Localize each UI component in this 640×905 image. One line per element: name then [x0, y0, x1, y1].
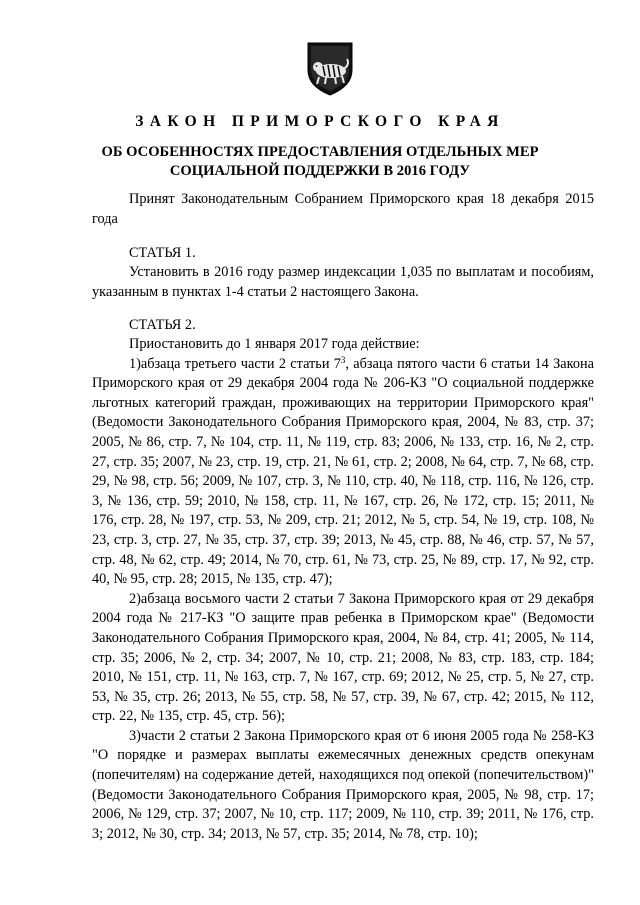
article-2-heading: [92, 316, 594, 336]
article-intro: Приостановить до 1 января 2017 года действие:: [129, 336, 420, 352]
law-title: ЗАКОН ПРИМОРСКОГО КРАЯ: [135, 113, 505, 130]
superscript: 3: [340, 354, 346, 365]
article-heading: СТАТЬЯ 2.: [129, 317, 196, 333]
list-item-text: , абзаца пятого части 6 статьи 14 Закона Приморского края от 29 декабря 2004 года № 206-КЗ "О социальной поддержке льготных категорий граждан, проживающих на территории Приморского края" (Ведомости Законодательного Собрания Приморского края, 2004, № 83, стр. 37; 2005, № 86, стр. 7, № 104, стр. 11, № 119, стр. 83; 2006, № 133, стр. 16, № 2, стр. 27, стр. 35; 2007, № 23, стр. 19, стр. 21, № 61, стр. 2; 2008, № 64, стр. 7, № 68, стр. 29, № 98, стр. 56; 2009, № 107, стр. 3, № 110, стр. 40, № 118, стр. 116, № 126, стр. 3, № 136, стр. 59; 2010, № 158, стр. 11, № 167, стр. 26, № 172, стр. 15; 2011, № 176, стр. 28, № 197, стр. 53, № 209, стр. 21; 2012, № 5, стр. 54, № 19, стр. 108, № 23, стр. 3, стр. 27, № 35, стр. 37, стр. 39; 2013, № 45, стр. 88, № 46, стр. 57, № 57, стр. 48, № 62, стр. 49; 2014, № 70, стр. 61, № 73, стр. 25, № 89, стр. 17, № 92, стр. 40, № 95, стр. 28; 2015, № 135, стр. 47);: [92, 355, 594, 588]
article-paragraph: Установить в 2016 году размер индексации 1,035 по выплатам и пособиям, указанным в пунктах 1-4 статьи 2 настоящего Закона.: [92, 264, 594, 300]
primorsky-tiger-emblem-icon: [304, 40, 356, 96]
adoption-note: [92, 190, 594, 229]
list-item-text: 1)абзаца третьего части 2 статьи 7: [129, 355, 341, 372]
list-item: 2)абзаца восьмого части 2 статьи 7 Закона Приморского края от 29 декабря 2004 года № 217-КЗ "О защите прав ребенка в Приморском крае" (Ведомости Законодательного Собрания Приморского края, 2004, № 84, стр. 41; 2005, № 114, стр. 35; 2006, № 2, стр. 34; 2007, № 10, стр. 21; 2008, № 83, стр. 183, стр. 184; 2010, № 151, стр. 11, № 163, стр. 7, № 167, стр. 69; 2012, № 25, стр. 5, № 27, стр. 53, № 35, стр. 26; 2013, № 55, стр. 58, № 57, стр. 39, № 67, стр. 42; 2015, № 112, стр. 22, № 135, стр. 45, стр. 56);: [92, 590, 594, 725]
article-heading: СТАТЬЯ 1.: [129, 245, 196, 261]
subtitle-line: СОЦИАЛЬНОЙ ПОДДЕРЖКИ В 2016 ГОДУ: [169, 163, 471, 179]
article-1-heading: [92, 244, 594, 264]
law-subtitle: [90, 143, 550, 181]
list-item: 3)части 2 статьи 2 Закона Приморского края от 6 июня 2005 года № 258-КЗ "О порядке и размерах выплаты ежемесячных денежных средств опекунам (попечителям) на содержание детей, находящихся под опекой (попечительством)" (Ведомости Законодательного Собрания Приморского края, 2005, № 98, стр. 17; 2006, № 129, стр. 37; 2007, № 10, стр. 117; 2009, № 110, стр. 39; 2011, № 176, стр. 3; 2012, № 30, стр. 34; 2013, № 57, стр. 35; 2014, № 78, стр. 10);: [92, 727, 594, 842]
subtitle-line: ОБ ОСОБЕННОСТЯХ ПРЕДОСТАВЛЕНИЯ ОТДЕЛЬНЫХ МЕР: [101, 144, 539, 160]
adoption-text: Принят Законодательным Собранием Приморского края 18 декабря 2015 года: [92, 191, 594, 227]
list-item: [92, 355, 594, 590]
article-2-body: [92, 335, 594, 844]
article-1-body: [92, 263, 594, 302]
